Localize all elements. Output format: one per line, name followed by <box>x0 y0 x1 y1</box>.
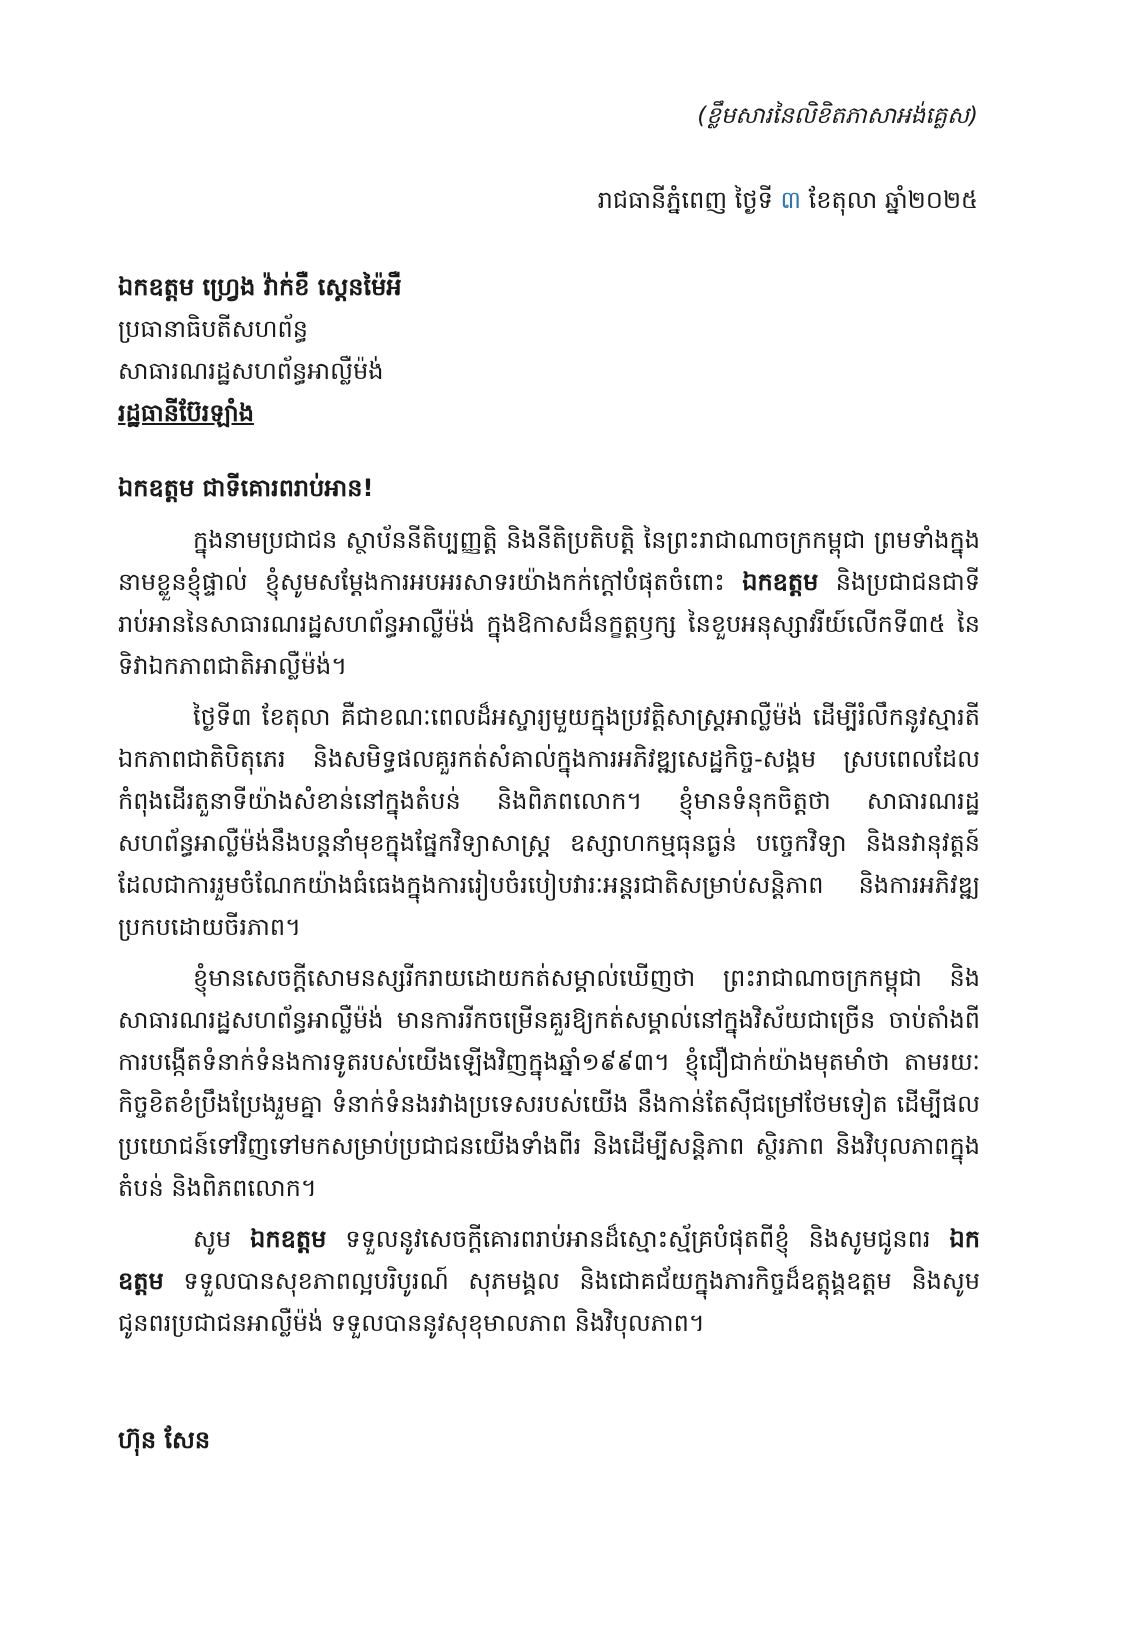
paragraph-1-bold: ឯកឧត្តម <box>742 568 819 596</box>
date-line <box>598 179 978 221</box>
paragraph-4 <box>118 1218 980 1344</box>
paragraph-1-part-a: ក្នុងនាមប្រជាជន ស្ថាប័ននីតិប្បញ្ញត្តិ និងនីតិប្រតិបត្តិ នៃព្រះរាជាណាចក្រកម្ពុជា ព្រមទាំងក្នុងនាមខ្លួនខ្ញុំផ្ទាល់ ខ្ញុំសូមសម្តែងការអបអរសាទរយ៉ាងកក់ក្តៅបំផុតចំពោះ <box>118 526 980 596</box>
paragraph-1 <box>118 519 980 687</box>
paragraph-4-bold-2: ឯកឧត្តម <box>118 1225 980 1295</box>
date-suffix: ខែតុលា ឆ្នាំ២០២៥ <box>801 186 978 214</box>
salutation: ឯកឧត្តម ជាទីគោរពរាប់អាន! <box>118 474 374 502</box>
paragraph-4-part-a: សូម <box>193 1225 251 1253</box>
letter-body <box>118 519 980 1353</box>
paragraph-3: ខ្ញុំមានសេចក្តីសោមនស្សរីករាយដោយកត់សម្គាល់ឃើញថា ព្រះរាជាណាចក្រកម្ពុជា និងសាធារណរដ្ឋសហព័ន្ធអាល្លឺម៉ង់ មានការរីកចម្រើនគួរឱ្យកត់សម្គាល់នៅក្នុងវិស័យជាច្រើន ចាប់តាំងពីការបង្កើតទំនាក់ទំនងការទូតរបស់យើងឡើងវិញក្នុងឆ្នាំ១៩៩៣។ ខ្ញុំជឿជាក់យ៉ាងមុតមាំថា តាមរយៈកិច្ចខិតខំប្រឹងប្រែងរួមគ្នា ទំនាក់ទំនងរវាងប្រទេសរបស់យើង នឹងកាន់តែស៊ីជម្រៅថែមទៀត ដើម្បីផលប្រយោជន៍ទៅវិញទៅមកសម្រាប់ប្រជាជនយើងទាំងពីរ និងដើម្បីសន្តិភាព ស្ថិរភាព និងវិបុលភាពក្នុងតំបន់ និងពិភពលោក។ <box>118 964 980 1202</box>
recipient-name: ឯកឧត្តម ហ្វ្រេង វ៉ាក់ខឺ ស្តេនម៉ៃអឺ <box>118 273 402 301</box>
recipient-block <box>118 266 980 434</box>
paragraph-4-bold-1: ឯកឧត្តម <box>250 1225 327 1253</box>
paragraph-4-part-c: ទទួលបានសុខភាពល្អបរិបូរណ៍ សុភមង្គល និងជោគជ័យក្នុងភារកិច្ចដ៏ឧត្តុង្គឧត្តម និងសូមជូនពរប្រជាជនអាល្លឺម៉ង់ ទទួលបាននូវសុខុមាលភាព និងវិបុលភាព។ <box>118 1267 980 1337</box>
recipient-country: សាធារណរដ្ឋសហព័ន្ធអាល្លឺម៉ង់ <box>118 357 384 385</box>
recipient-city: រដ្ឋធានីប៊ែរឡាំង <box>118 399 254 427</box>
date-prefix: រាជធានីភ្នំពេញ ថ្ងៃទី <box>597 186 781 214</box>
signature-name: ហ៊ុន សែន <box>118 1426 211 1454</box>
paragraph-1-part-b: និងប្រជាជនជាទីរាប់អាននៃសាធារណរដ្ឋសហព័ន្ធអាល្លឺម៉ង់ ក្នុងឱកាសដ៏នក្ខត្តឫក្ស នៃខួបអនុស្សាវរីយ៍លើកទី៣៥ នៃទិវាឯកភាពជាតិអាល្លឺម៉ង់។ <box>118 568 981 680</box>
date-day: ៣ <box>780 186 802 214</box>
translation-note: (ខ្លឹមសារនៃលិខិតភាសាអង់គ្លេស) <box>697 103 978 129</box>
recipient-title: ប្រធានាធិបតីសហព័ន្ធ <box>118 315 308 343</box>
paragraph-4-part-b: ទទួលនូវសេចក្តីគោរពរាប់អានដ៏ស្មោះស្ម័គ្របំផុតពីខ្ញុំ និងសូមជូនពរ <box>326 1225 950 1253</box>
paragraph-2: ថ្ងៃទី៣ ខែតុលា គឺជាខណៈពេលដ៏អស្ចារ្យមួយក្នុងប្រវត្តិសាស្ត្រអាល្លឺម៉ង់ ដើម្បីរំលឹកនូវស្មារតីឯកភាពជាតិបិតុភេរ និងសមិទ្ធផលគួរកត់សំគាល់ក្នុងការអភិវឌ្ឍសេដ្ឋកិច្ច-សង្គម ស្របពេលដែលកំពុងដើរតួនាទីយ៉ាងសំខាន់នៅក្នុងតំបន់ និងពិភពលោក។ ខ្ញុំមានទំនុកចិត្តថា សាធារណរដ្ឋសហព័ន្ធអាល្លឺម៉ង់នឹងបន្តនាំមុខក្នុងផ្នែកវិទ្យាសាស្ត្រ ឧស្សាហកម្មធុនធ្ងន់ បច្ចេកវិទ្យា និងនវានុវត្តន៍ ដែលជាការរួមចំណែកយ៉ាងធំធេងក្នុងការរៀបចំរបៀបវារៈអន្តរជាតិសម្រាប់សន្តិភាព និងការអភិវឌ្ឍប្រកបដោយចីរភាព។ <box>118 703 980 941</box>
